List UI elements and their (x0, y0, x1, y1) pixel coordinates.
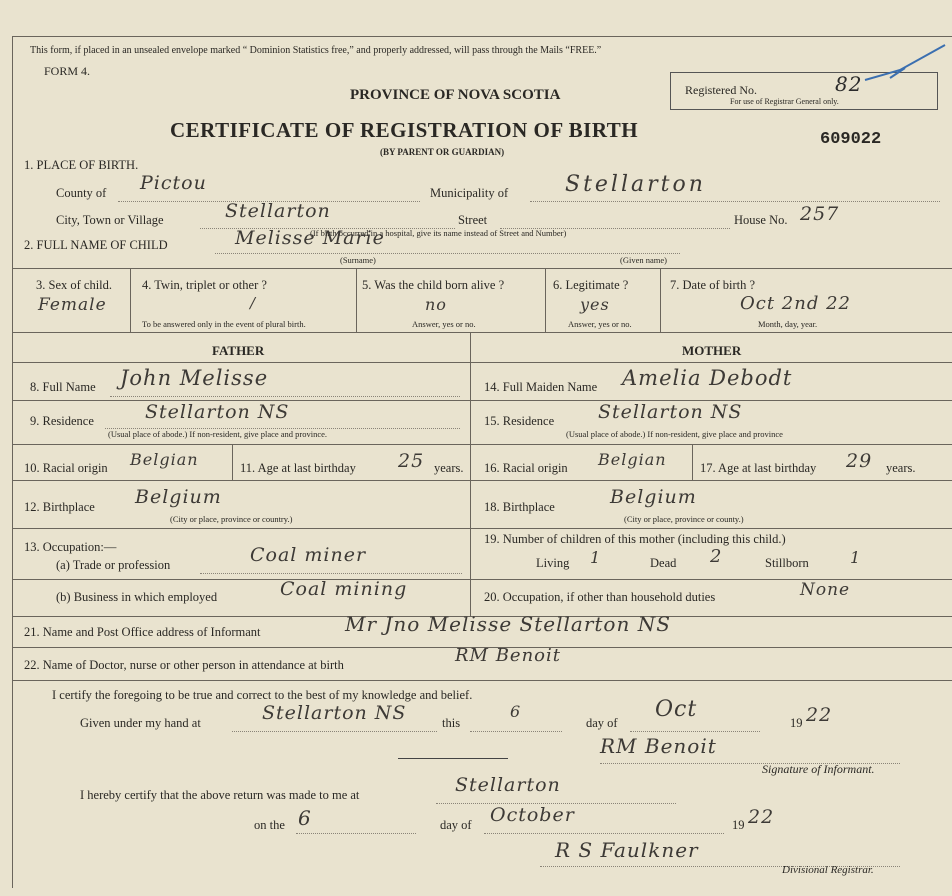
father-residence-caption: (Usual place of abode.) If non-resident, give place and province. (108, 429, 328, 439)
mother-residence-label: 15. Residence (484, 414, 555, 428)
city-value: Stellarton (225, 200, 331, 222)
cert-day-of-label: day of (586, 716, 618, 730)
trade-label: (a) Trade or profession (56, 558, 171, 572)
cert-day-value: 6 (510, 702, 522, 721)
certification-statement: I certify the foregoing to be true and correct to the best of my knowledge and belief. (52, 688, 473, 702)
mother-residence-value: Stellarton NS (598, 401, 743, 423)
twin-value: / (250, 294, 257, 312)
county-value: Pictou (140, 172, 207, 194)
informant-signature-caption: Signature of Informant. (762, 762, 875, 776)
street-label: Street (458, 213, 488, 227)
county-label: County of (56, 186, 107, 200)
mother-residence-caption: (Usual place of abode.) If non-resident, give place and province (566, 429, 783, 439)
dob-label: 7. Date of birth ? (670, 278, 756, 292)
stillborn-label: Stillborn (765, 556, 809, 570)
father-residence-label: 9. Residence (30, 414, 94, 428)
trade-value: Coal miner (250, 544, 367, 566)
doctor-label: 22. Name of Doctor, nurse or other person in attendance at birth (24, 658, 344, 672)
mother-name-value: Amelia Debodt (622, 366, 793, 390)
registrar-signature-caption: Divisional Registrar. (782, 864, 874, 876)
father-birthplace-label: 12. Birthplace (24, 500, 95, 514)
cert-year-prefix: 19 (790, 716, 803, 730)
business-label: (b) Business in which employed (56, 590, 218, 604)
father-residence-value: Stellarton NS (145, 401, 290, 423)
registrar-use-note: For use of Registrar General only. (730, 97, 839, 106)
registrar-place-value: Stellarton (455, 774, 561, 796)
twin-label: 4. Twin, triplet or other ? (142, 278, 267, 292)
mother-birthplace-value: Belgium (610, 486, 697, 508)
house-value: 257 (800, 203, 840, 225)
form-number: FORM 4. (44, 64, 91, 78)
twin-caption: To be answered only in the event of plural birth. (142, 319, 306, 329)
given-name-caption: (Given name) (620, 255, 667, 265)
registrar-year-value: 22 (748, 806, 775, 828)
dob-value: Oct 2nd 22 (740, 293, 851, 314)
municipality-value: Stellarton (565, 172, 706, 197)
cert-month-value: Oct (655, 697, 698, 722)
dead-label: Dead (650, 556, 677, 570)
top-border (12, 36, 952, 37)
this-label: this (442, 716, 461, 730)
mother-occupation-value: None (800, 580, 851, 600)
municipality-label: Municipality of (430, 186, 509, 200)
father-racial-value: Belgian (130, 450, 199, 469)
mother-age-value: 29 (846, 450, 873, 472)
alive-value: no (425, 295, 447, 314)
registrar-year-prefix: 19 (732, 818, 745, 832)
mother-occupation-label: 20. Occupation, if other than household duties (484, 590, 716, 604)
left-border (12, 36, 13, 888)
parent-divider (470, 332, 471, 616)
occupation-label: 13. Occupation:— (24, 540, 117, 554)
stillborn-value: 1 (850, 548, 862, 567)
father-birthplace-value: Belgium (135, 486, 222, 508)
hospital-note: (If birth occurred in a hospital, give its name instead of Street and Number) (310, 228, 567, 238)
mother-racial-label: 16. Racial origin (484, 461, 568, 475)
dob-caption: Month, day, year. (758, 319, 818, 329)
surname-caption: (Surname) (340, 255, 376, 265)
informant-label: 21. Name and Post Office address of Informant (24, 625, 261, 639)
house-label: House No. (734, 213, 788, 227)
on-the-label: on the (254, 818, 285, 832)
business-value: Coal mining (280, 578, 408, 600)
registrar-signature: R S Faulkner (555, 838, 699, 862)
mother-age-label: 17. Age at last birthday (700, 461, 817, 475)
informant-signature: RM Benoit (600, 734, 717, 758)
registered-no-value: 82 (835, 72, 863, 96)
mother-birthplace-label: 18. Birthplace (484, 500, 555, 514)
legitimate-value: yes (580, 295, 610, 314)
serial-number: 609022 (820, 130, 882, 149)
mother-racial-value: Belgian (598, 450, 667, 469)
living-label: Living (536, 556, 570, 570)
city-label: City, Town or Village (56, 213, 164, 227)
dead-value: 2 (710, 546, 723, 567)
doctor-value: RM Benoit (455, 645, 562, 666)
mother-name-label: 14. Full Maiden Name (484, 380, 598, 394)
father-age-label: 11. Age at last birthday (240, 461, 356, 475)
legitimate-label: 6. Legitimate ? (553, 278, 629, 292)
registrar-day-of-label: day of (440, 818, 472, 832)
father-name-label: 8. Full Name (30, 380, 96, 394)
registrar-day-value: 6 (298, 806, 312, 830)
father-name-value: John Melisse (120, 366, 269, 390)
place-of-birth-label: 1. PLACE OF BIRTH. (24, 158, 139, 172)
living-value: 1 (590, 548, 602, 567)
certificate-subtitle: (BY PARENT OR GUARDIAN) (380, 147, 505, 157)
mother-heading: MOTHER (682, 343, 742, 358)
registered-no-label: Registered No. (685, 83, 757, 97)
blue-check-mark (860, 40, 950, 90)
mother-children-label: 19. Number of children of this mother (including this child.) (484, 532, 786, 546)
mother-birthplace-caption: (City or place, province or county.) (624, 514, 744, 524)
sex-value: Female (38, 295, 107, 315)
child-name-value: Melisse Marie (235, 227, 385, 249)
mail-notice: This form, if placed in an unsealed envelope marked “ Dominion Statistics free,” and properly addressed, will pass through the Mails “FREE.” (30, 45, 602, 56)
father-years-label: years. (434, 461, 464, 475)
certificate-title: CERTIFICATE OF REGISTRATION OF BIRTH (170, 118, 639, 142)
cert-place-value: Stellarton NS (262, 702, 407, 724)
sex-label: 3. Sex of child. (36, 278, 113, 292)
given-under-label: Given under my hand at (80, 716, 201, 730)
legitimate-caption: Answer, yes or no. (568, 319, 632, 329)
father-age-value: 25 (398, 450, 425, 472)
alive-caption: Answer, yes or no. (412, 319, 476, 329)
informant-value: Mr Jno Melisse Stellarton NS (345, 612, 671, 636)
province-heading: PROVINCE OF NOVA SCOTIA (350, 87, 561, 103)
father-racial-label: 10. Racial origin (24, 461, 108, 475)
registrar-statement: I hereby certify that the above return was made to me at (80, 788, 360, 802)
mother-years-label: years. (886, 461, 916, 475)
alive-label: 5. Was the child born alive ? (362, 278, 505, 292)
child-name-label: 2. FULL NAME OF CHILD (24, 238, 168, 252)
father-birthplace-caption: (City or place, province or country.) (170, 514, 293, 524)
father-heading: FATHER (212, 343, 265, 358)
registrar-month-value: October (490, 804, 575, 826)
cert-year-value: 22 (806, 704, 833, 726)
